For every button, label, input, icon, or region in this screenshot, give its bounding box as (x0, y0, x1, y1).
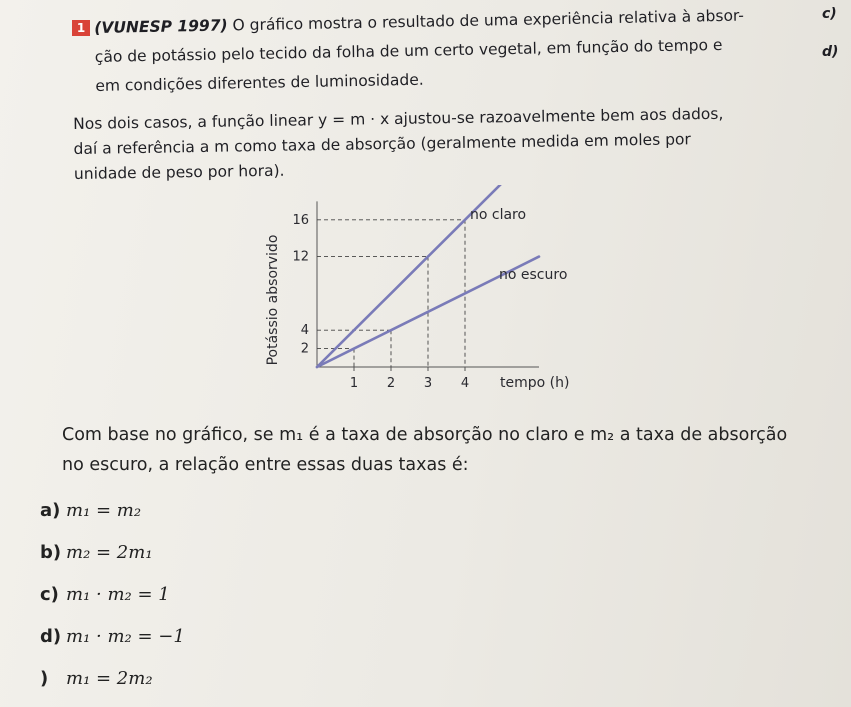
context-line-1: Nos dois casos, a função linear y = m · x ajustou-se razoavelmente bem aos dados, (73, 104, 724, 133)
y-tick-label: 2 (300, 341, 309, 357)
x-axis-label: tempo (h) (500, 375, 570, 391)
question-stem (94, 1, 786, 101)
option-a[interactable] (40, 500, 141, 521)
option-letter: b) (40, 542, 62, 563)
question-prompt (62, 420, 842, 480)
option-letter: a) (40, 500, 61, 521)
question-context (73, 101, 774, 187)
context-line-3: unidade de peso por hora). (73, 161, 285, 183)
question-number-badge: 1 (72, 20, 90, 36)
option-b[interactable] (40, 542, 153, 563)
x-tick-label: 1 (349, 376, 359, 391)
prompt-line-2: no escuro, a relação entre essas duas taxas é: (62, 455, 469, 475)
y-tick-label: 12 (292, 249, 309, 265)
chart-svg (255, 185, 595, 410)
option-letter: d) (40, 626, 62, 647)
x-tick-label: 3 (423, 376, 433, 391)
x-tick-label: 2 (386, 376, 396, 391)
y-tick-label: 4 (300, 323, 309, 339)
option-letter: c) (40, 584, 59, 605)
prompt-line-1: Com base no gráfico, se m₁ é a taxa de absorção no claro e m₂ a taxa de absorção (62, 425, 788, 445)
option-text: m₁ · m₂ = −1 (66, 626, 185, 647)
x-tick-label: 4 (460, 376, 470, 391)
series-label-no-escuro: no escuro (499, 267, 568, 283)
y-axis-label: Potássio absorvido (265, 234, 281, 366)
margin-letter-d: d) (822, 44, 839, 60)
question-source: (VUNESP 1997) (94, 16, 228, 37)
stem-line-2: ção de potássio pelo tecido da folha de um certo vegetal, em função do tempo e (94, 35, 723, 66)
series-label-no-claro: no claro (470, 207, 527, 223)
stem-line-3: em condições diferentes de luminosidade. (95, 70, 424, 95)
option-text: m₁ = m₂ (66, 500, 142, 521)
context-line-2: daí a referência a m como taxa de absorção (geralmente medida em moles por (73, 130, 691, 158)
margin-letter-c: c) (822, 6, 837, 22)
stem-line-1: O gráfico mostra o resultado de uma experiência relativa à absor- (227, 6, 745, 35)
option-c[interactable] (40, 584, 170, 605)
option-e[interactable] (40, 668, 153, 689)
y-tick-label: 16 (292, 212, 309, 228)
absorption-chart (255, 185, 595, 410)
option-text: m₁ = 2m₂ (66, 668, 153, 689)
option-d[interactable] (40, 626, 185, 647)
option-letter: ) (40, 668, 49, 689)
option-text: m₂ = 2m₁ (66, 542, 153, 563)
option-text: m₁ · m₂ = 1 (66, 584, 170, 605)
